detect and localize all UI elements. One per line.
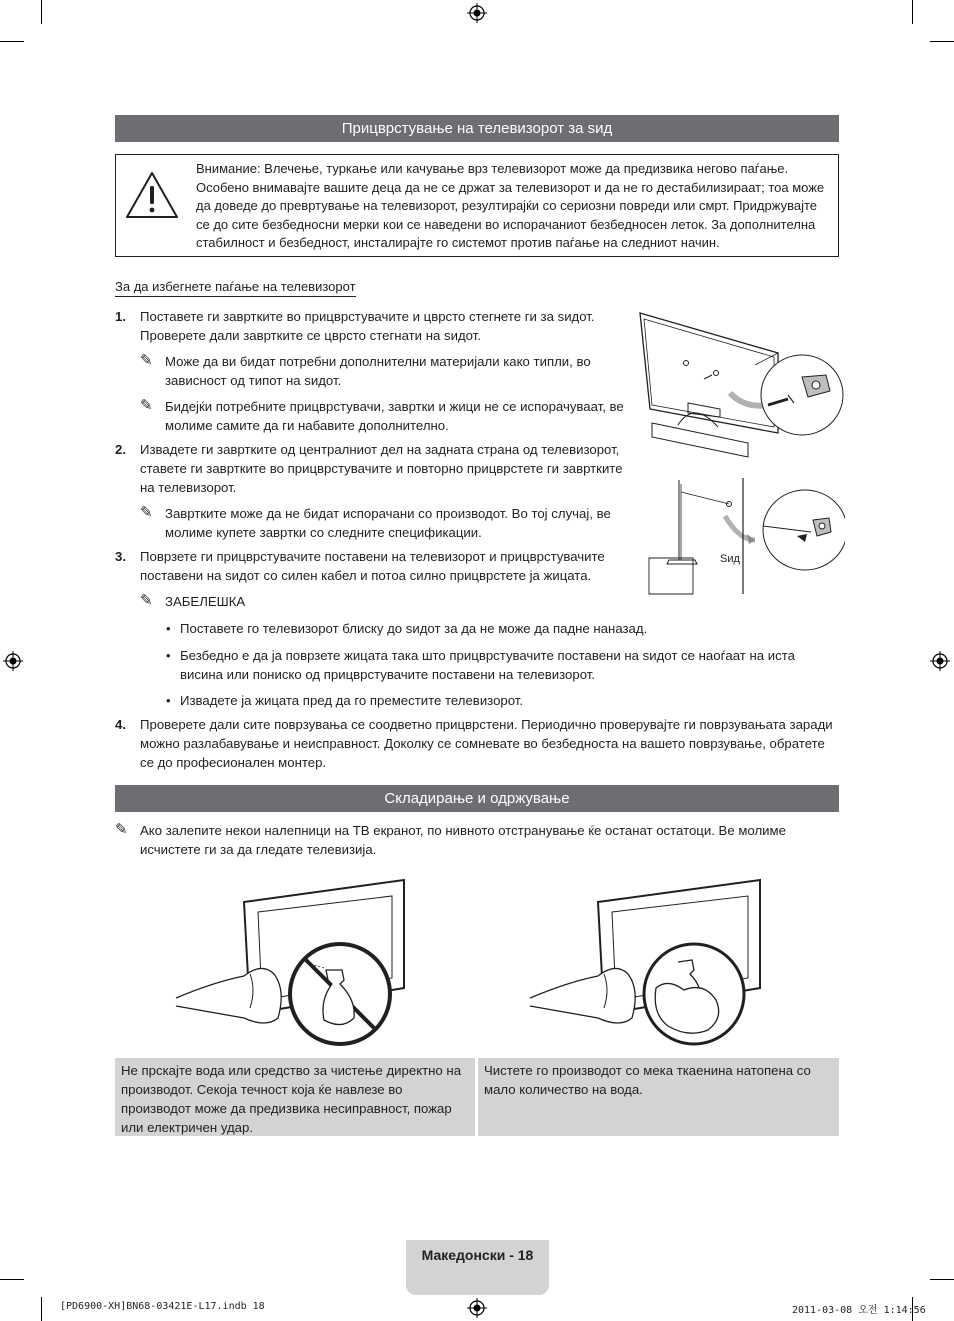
note-label: ЗАБЕЛЕШКА — [165, 594, 246, 609]
step-number: 2. — [115, 442, 126, 457]
note-pencil-icon: ✎ — [140, 504, 153, 521]
note-text: Може да ви бидат потребни дополнителни материјали како типли, во зависност од типот на ѕидот. — [165, 354, 591, 388]
subheading: За да избегнете паѓање на телевизорот — [115, 279, 356, 297]
registration-mark-icon — [3, 651, 23, 671]
warning-lead: Внимание — [196, 161, 257, 176]
note-text: Завртките може да не бидат испорачани со производот. Во тој случај, ве молиме купете завртки со следните спецификации. — [165, 506, 611, 540]
step-text: Извадете ги завртките од централниот дел на задната страна од телевизорот, ставете ги завртките во прицврстувачите и повторно прицврстете ги завртките на телевизорот. — [140, 442, 623, 495]
footer-file: [PD6900-XH]BN68-03421E-L17.indb 18 — [60, 1301, 265, 1312]
bullet-text: Извадете ја жицата пред да го преместите телевизорот. — [180, 693, 524, 708]
step-number: 1. — [115, 309, 126, 324]
warning-text — [196, 160, 832, 253]
step-number: 3. — [115, 549, 126, 564]
step-text: Поставете ги завртките во прицврстувачите и цврсто стегнете ги за ѕидот. Проверете дали завртките се цврсто стегнати на ѕидот. — [140, 309, 595, 343]
step-text: Проверете дали сите поврзувања се соодветно прицврстени. Периодично проверувајте ги поврзувањата заради можно разлабавување и неисправност. Доколку се сомневате во безбедноста на вашето поврзување, обратете се до професионален монтер. — [140, 717, 833, 770]
bullet-text: Безбедно е да ја поврзете жицата така што прицврстувачите поставени на ѕидот се наоѓаат на иста висина или пониско од прицврстувачите поставени на телевизорот. — [180, 648, 795, 682]
registration-mark-icon — [467, 3, 487, 23]
step-text: Поврзете ги прицврстувачите поставени на телевизорот и прицврстувачите поставени на ѕидот со силен кабел и потоа силно прицврстете ја жицата. — [140, 549, 605, 583]
crop-mark — [41, 0, 42, 24]
note-pencil-icon: ✎ — [140, 352, 153, 369]
crop-mark — [930, 1279, 954, 1280]
bullet-icon: • — [166, 621, 171, 636]
bullet-text: Поставете го телевизорот блиску до ѕидот за да не може да падне наназад. — [180, 621, 648, 636]
warning-body: : Влечење, туркање или качување врз телевизорот може да предизвика негово паѓање. Особено внимавајте вашите деца да не се држат за телевизорот и да не го дестабилизираат; тоа може да доведе до превртување на телевизорот, резултирајќи со сериозни повреди или смрт. Придржувајте се до сите безбедносни мерки кои се наведени во испорачаниот безбедносен леток. За дополнителна стабилност и безбедност, инсталирајте го системот против паѓање на следниот начин. — [196, 161, 825, 251]
warning-triangle-icon — [124, 170, 180, 220]
note-pencil-icon: ✎ — [140, 397, 153, 414]
storage-note: Ако залепите некои налепници на ТВ екранот, по нивното отстранување ќе останат остатоци. Ве молиме исчистете ги за да гледате телевизија. — [140, 823, 786, 857]
cloth-cleaning-illustration — [528, 878, 762, 1046]
registration-mark-icon — [930, 651, 950, 671]
note-pencil-icon: ✎ — [115, 821, 128, 838]
step-number: 4. — [115, 717, 126, 732]
section-title-wall-mount: Прицврстување на телевизорот за ѕид — [115, 115, 839, 142]
section-title-storage: Складирање и одржување — [115, 785, 839, 812]
caption-left: Не прскајте вода или средство за чистење директно на производот. Секоја течност која ќе навлезе во производот може да предизвика несиправност, пожар или електричен удар. — [115, 1058, 475, 1136]
bullet-icon: • — [166, 648, 171, 663]
caption-right: Чистете го производот со мека ткаенина натопена со мало количество на вода. — [478, 1058, 839, 1136]
crop-mark — [930, 41, 954, 42]
tv-back-bracket-diagram — [630, 305, 845, 460]
page-number-tab: Македонски - 18 — [406, 1240, 549, 1295]
registration-mark-icon — [467, 1298, 487, 1318]
bullet-icon: • — [166, 693, 171, 708]
tv-wall-cable-diagram — [645, 478, 845, 596]
footer-date: 2011-03-08 오전 1:14:56 — [792, 1305, 926, 1316]
note-text: Бидејќи потребните прицврстувачи, завртки и жици не се испорачуваат, ве молиме самите да ги набавите дополнително. — [165, 399, 624, 433]
crop-mark — [0, 1279, 24, 1280]
crop-mark — [912, 0, 913, 24]
crop-mark — [41, 1297, 42, 1321]
crop-mark — [0, 41, 24, 42]
note-pencil-icon: ✎ — [140, 592, 153, 609]
wall-label: Ѕид — [720, 553, 740, 565]
no-spray-illustration — [174, 878, 406, 1046]
